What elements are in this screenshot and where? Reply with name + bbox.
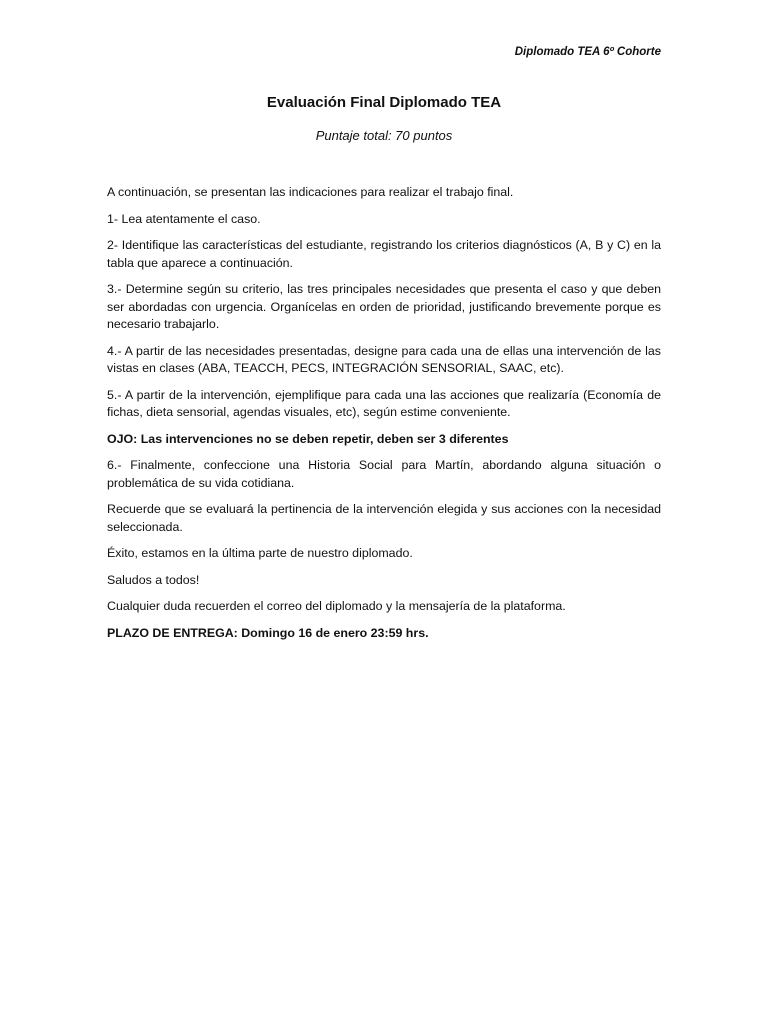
deadline: PLAZO DE ENTREGA: Domingo 16 de enero 23:59 hrs. [107,625,429,640]
instruction-4: 4.- A partir de las necesidades presentadas, designe para cada una de ellas una intervención de las vistas en clases (ABA, TEACCH, PECS, INTEGRACIÓN SENSORIAL, SAAC, etc). [107,343,661,375]
intro-paragraph: A continuación, se presentan las indicaciones para realizar el trabajo final. [107,185,514,199]
evaluation-note: Recuerde que se evaluará la pertinencia de la intervención elegida y sus acciones con la necesidad seleccionada. [107,502,661,534]
instruction-3: 3.- Determine según su criterio, las tres principales necesidades que presenta el caso y que deben ser abordadas con urgencia. Organícelas en orden de prioridad, justificando brevemente porque es necesario trabajarlo. [107,282,661,331]
document-body [107,184,661,651]
warning-note: OJO: Las intervenciones no se deben repetir, deben ser 3 diferentes [107,431,509,446]
page-subtitle: Puntaje total: 70 puntos [315,128,453,143]
instruction-5: 5.- A partir de la intervención, ejemplifique para cada una las acciones que realizaría (Economía de fichas, dieta sensorial, agendas visuales, etc), según estime conveniente. [107,387,661,419]
greeting: Saludos a todos! [107,572,200,587]
page-title: Evaluación Final Diplomado TEA [266,94,502,111]
instruction-2: 2- Identifique las características del estudiante, registrando los criterios diagnósticos (A, B y C) en la tabla que aparece a continuación. [107,238,661,270]
contact-note: Cualquier duda recuerden el correo del diplomado y la mensajería de la plataforma. [107,599,566,613]
encouragement: Éxito, estamos en la última parte de nuestro diplomado. [107,546,413,560]
instruction-6: 6.- Finalmente, confeccione una Historia Social para Martín, abordando alguna situación o problemática de su vida cotidiana. [107,458,661,490]
page-header: Diplomado TEA 6º Cohorte [514,46,661,58]
instruction-1: 1- Lea atentamente el caso. [107,211,261,226]
